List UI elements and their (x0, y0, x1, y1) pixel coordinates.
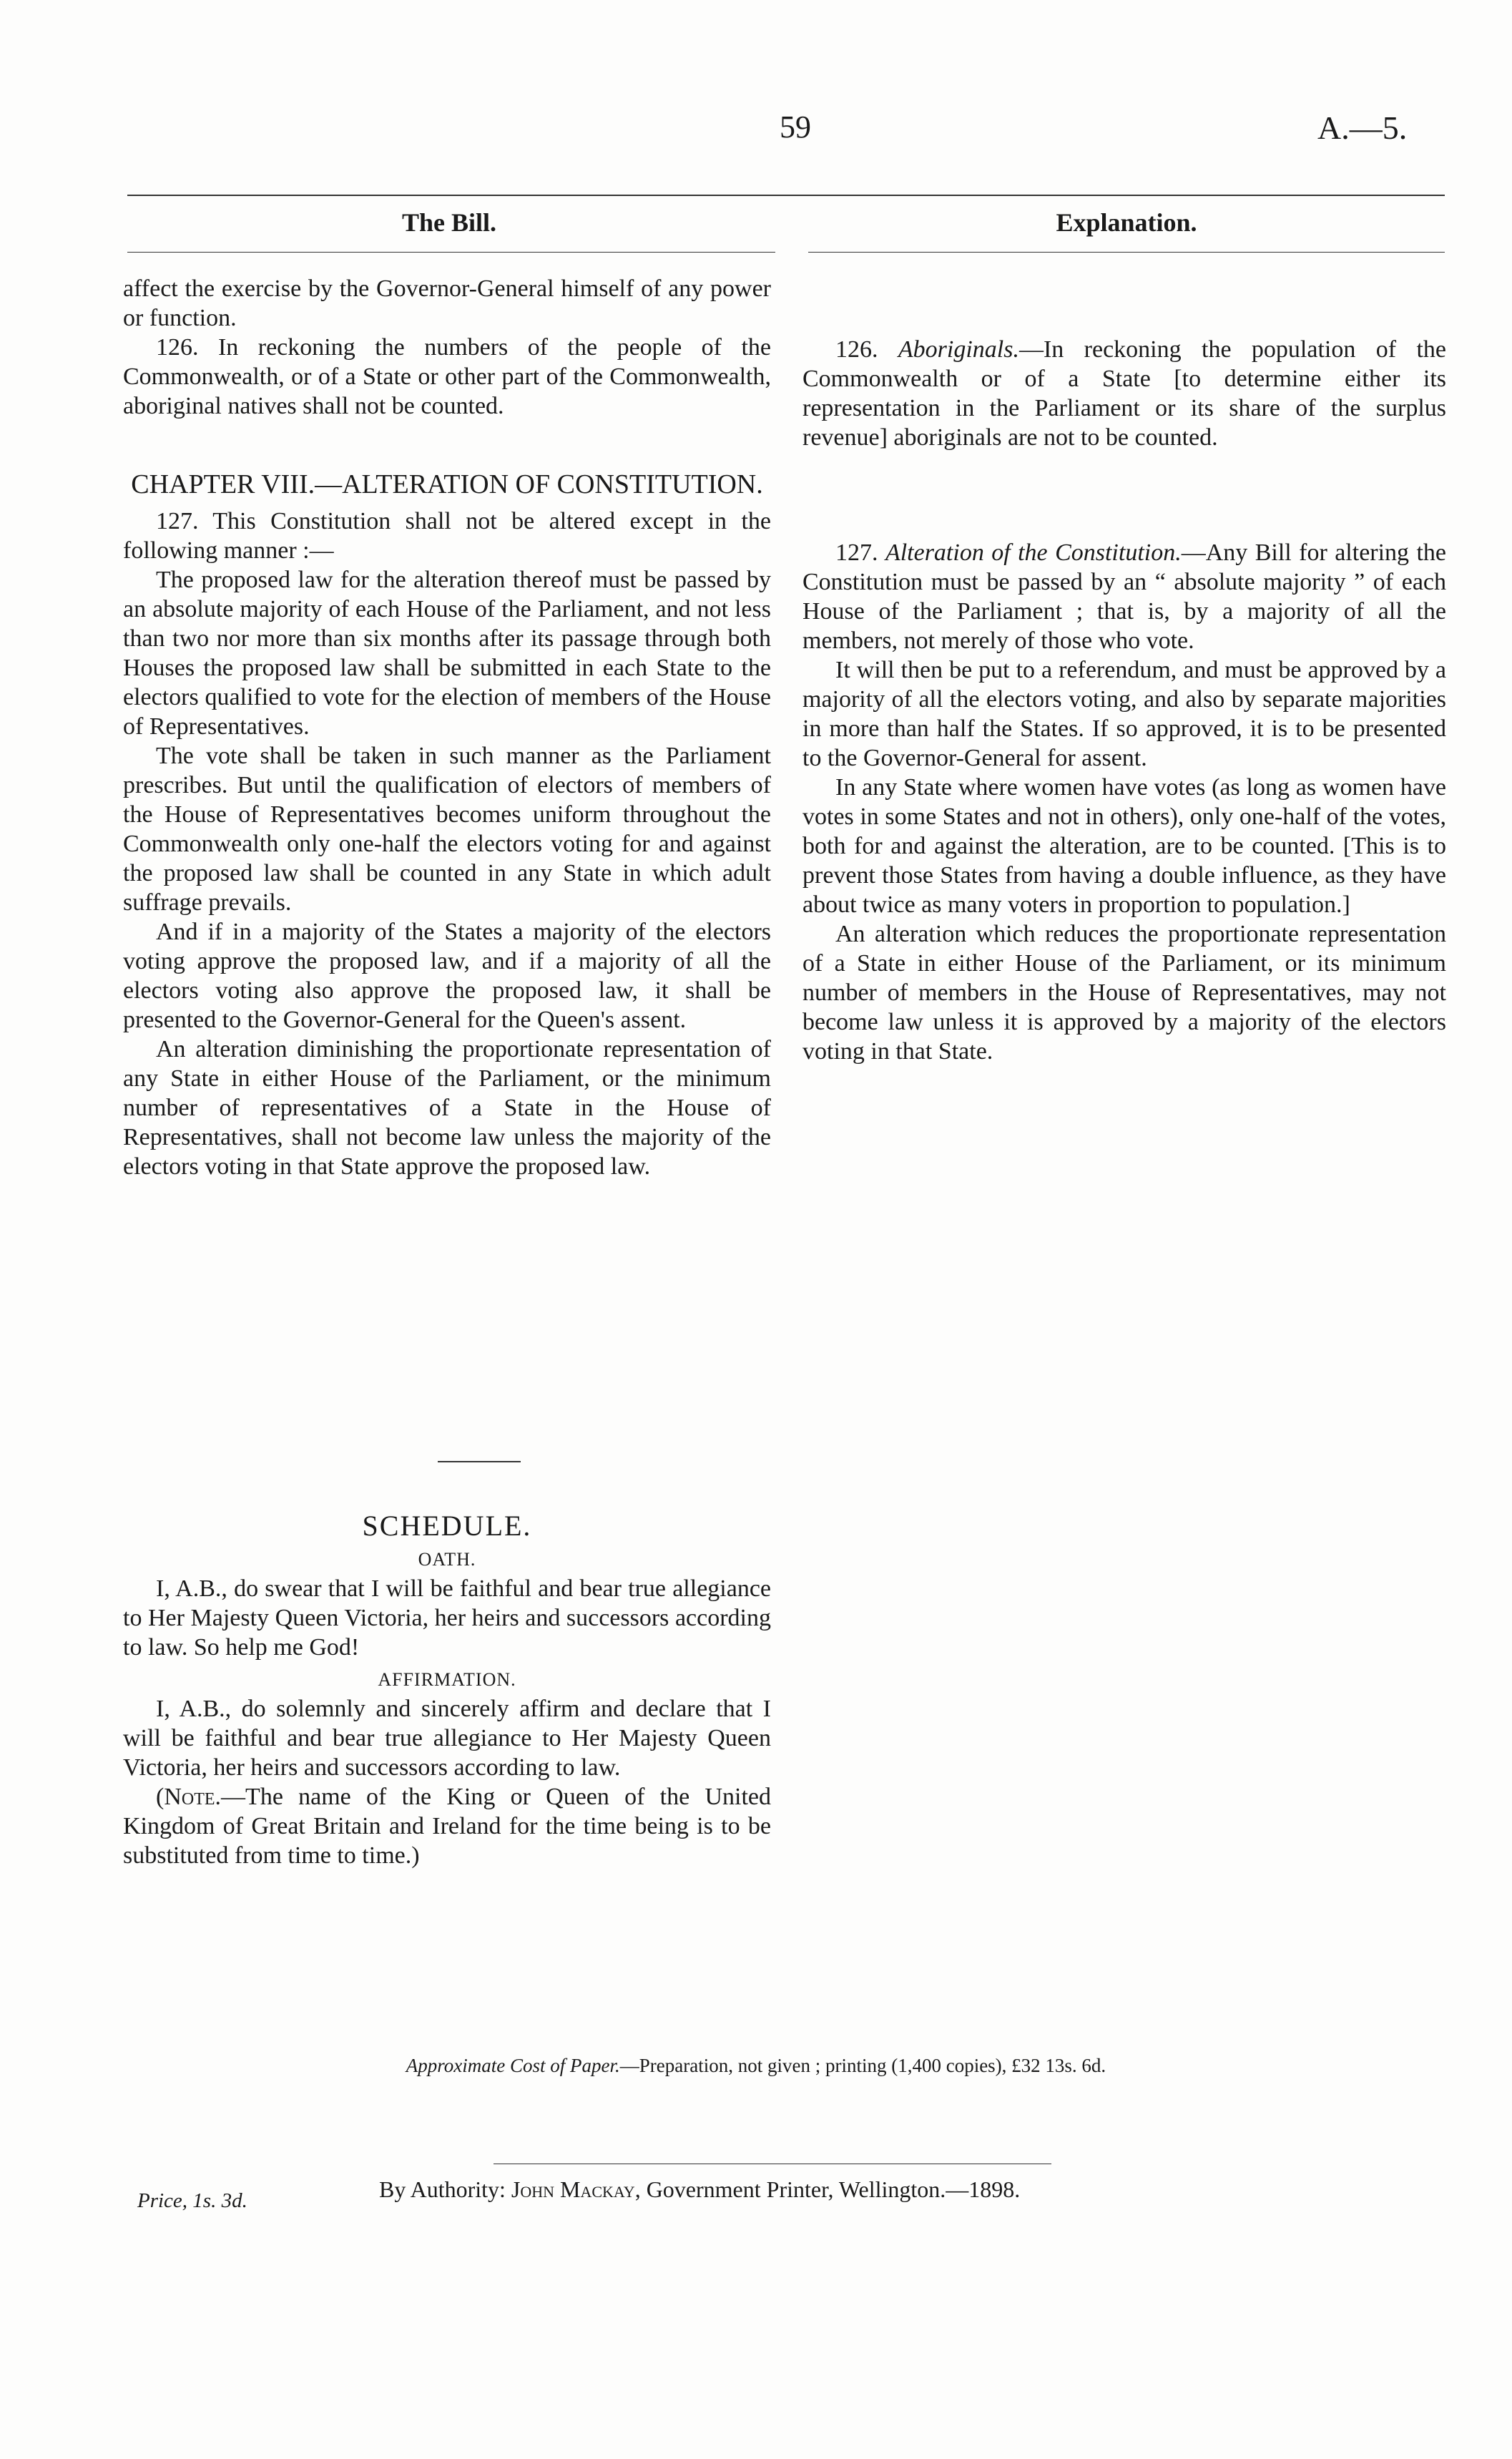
explanation-127-para3: In any State where women have votes (as long as women have votes in some States and not in others), only one-half of the votes, both for and against the alteration, are to be counted. [This is to prevent those States from having a double influence, as they have about twice as many voters in proportion to population.] (802, 774, 1446, 918)
explanation-heading-rule (808, 252, 1445, 253)
authority-prefix: By Authority: (379, 2176, 511, 2202)
explanation-126-title: Aboriginals. (898, 336, 1019, 363)
bill-section-127-para2: The vote shall be taken in such manner as the Parliament prescribes. But until the qualification of electors of members of the House of Representatives becomes uniform throughout the Commonwealth only one-half the electors voting for and against the proposed law shall be counted in any State in which adult suffrage prevails. (123, 743, 771, 916)
chapter-heading: CHAPTER VIII.—ALTERATION OF CONSTITUTION. (131, 469, 763, 499)
printer-authority (379, 2176, 1020, 2203)
explanation-column-heading: Explanation. (1056, 208, 1197, 237)
cost-label: Approximate Cost of Paper. (406, 2055, 620, 2076)
affirmation-text: I, A.B., do solemnly and sincerely affirm and declare that I will be faithful and bear true allegiance to Her Majesty Queen Victoria, her heirs and successors according to law. (123, 1696, 771, 1781)
explanation-127-number: 127. (835, 539, 878, 566)
bill-continuation: affect the exercise by the Governor-General himself of any power or function. (123, 275, 771, 331)
explanation-127-para4: An alteration which reduces the proportionate representation of a State in either House of the Parliament, or its minimum number of members in the House of Representatives, may not become law unless it is approved by a majority of the electors voting in that State. (802, 921, 1446, 1065)
page-number: 59 (780, 109, 811, 145)
cost-text: —Preparation, not given ; printing (1,400 copies), £32 13s. 6d. (619, 2055, 1106, 2076)
price: Price, 1s. 3d. (137, 2189, 247, 2212)
explanation-126 (802, 335, 1446, 452)
explanation-127 (802, 538, 1446, 655)
bill-section-126: 126. In reckoning the numbers of the people of the Commonwealth, or of a State or other part of the Commonwealth, aboriginal natives shall not be counted. (123, 334, 771, 419)
bill-section-127-para4: An alteration diminishing the proportionate representation of any State in either House of the Parliament, or the minimum number of representatives of a State in the House of Representatives, shall not become law unless the majority of the electors voting in that State approve the proposed law. (123, 1036, 771, 1180)
cost-of-paper (0, 2055, 1512, 2077)
schedule-block (123, 1511, 771, 1870)
explanation-126-number: 126. (835, 336, 878, 363)
schedule-note: (Note.—The name of the King or Queen of the United Kingdom of Great Britain and Ireland for the time being is to be substituted from time to time.) (123, 1784, 771, 1869)
bill-section-127-para1: The proposed law for the alteration thereof must be passed by an absolute majority of each House of the Parliament, and not less than two nor more than six months after its passage through both Houses the proposed law shall be submitted in each State to the electors qualified to vote for the election of members of the House of Representatives. (123, 567, 771, 740)
header-rule (127, 195, 1445, 196)
explanation-column (802, 335, 1446, 1066)
authority-suffix: , Government Printer, Wellington.—1898. (634, 2176, 1021, 2202)
printer-name: John Mackay (511, 2176, 635, 2202)
affirmation-heading: AFFIRMATION. (378, 1669, 516, 1690)
schedule-title: SCHEDULE. (362, 1510, 532, 1542)
bill-column (123, 274, 771, 1181)
note-text: —The name of the King or Queen of the United Kingdom of Great Britain and Ireland for the time being is to be substituted from time to time.) (123, 1784, 771, 1869)
section-divider (438, 1461, 521, 1462)
bill-column-heading: The Bill. (401, 208, 497, 237)
note-label: Note. (164, 1784, 222, 1810)
paper-reference: A.—5. (1317, 109, 1408, 146)
explanation-127-para2: It will then be put to a referendum, and must be approved by a majority of all the electors voting, and also by separate majorities in more than half the States. If so approved, it is to be presented to the Governor-General for assent. (802, 657, 1446, 771)
bill-section-127-para3: And if in a majority of the States a majority of the electors voting approve the proposed law, and if a majority of all the electors voting also approve the proposed law, it shall be presented to the Governor-General for the Queen's assent. (123, 919, 771, 1033)
oath-text: I, A.B., do swear that I will be faithful and bear true allegiance to Her Majesty Queen Victoria, her heirs and successors according to law. So help me God! (123, 1575, 771, 1661)
bill-heading-rule (127, 252, 775, 253)
oath-heading: OATH. (418, 1549, 476, 1570)
explanation-127-text: —Any Bill for altering the Constitution must be passed by an “ absolute majority ” of each House of the Parliament ; that is, by a majority of all the members, not merely of those who vote. (802, 539, 1447, 654)
bill-section-127-intro: 127. This Constitution shall not be altered except in the following manner :— (123, 508, 771, 564)
explanation-126-text: —In reckoning the population of the Commonwealth or of a State [to determine either its representation in the Parliament or its share of the surplus revenue] aboriginals are not to be counted. (802, 336, 1446, 451)
explanation-127-title: Alteration of the Constitution. (885, 539, 1182, 566)
